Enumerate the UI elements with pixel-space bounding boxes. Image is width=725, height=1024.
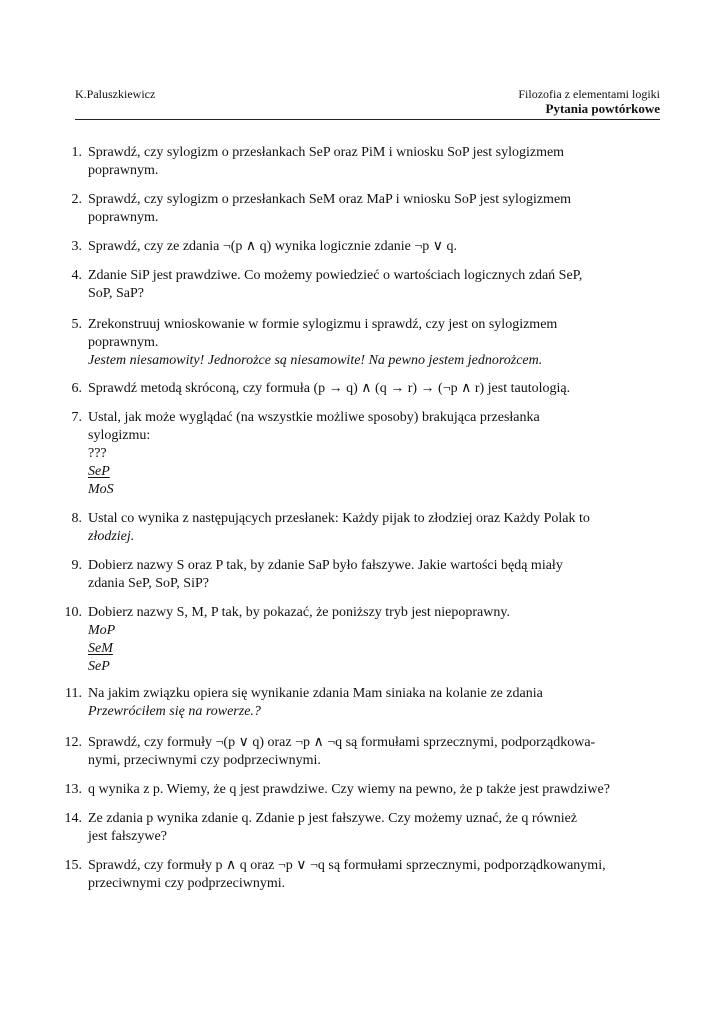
question-line: Sprawdź, czy ze zdania ¬(p ∧ q) wynika logicznie zdanie ¬p ∨ q. <box>88 239 458 254</box>
question-line: Na jakim związku opiera się wynikanie zdania Mam siniaka na kolanie ze zdania <box>88 686 543 701</box>
question-number: 14. <box>64 811 82 826</box>
question-line: zdania SeP, SoP, SiP? <box>88 576 209 591</box>
question-number: 6. <box>71 381 82 396</box>
question-line: Dobierz nazwy S, M, P tak, by pokazać, że poniższy tryb jest niepoprawny. <box>88 605 510 620</box>
question-line: Dobierz nazwy S oraz P tak, by zdanie SaP było fałszywe. Jakie wartości będą miały <box>88 558 563 573</box>
syllogism-premise <box>88 640 639 658</box>
question-number: 10. <box>64 605 82 620</box>
question-number: 3. <box>71 239 82 254</box>
question-line: Ustal co wynika z następujących przesłanek: Każdy pijak to złodziej oraz Każdy Polak to <box>88 511 590 526</box>
course-title: Filozofia z elementami logiki <box>518 87 660 101</box>
syllogism-conclusion: MoS <box>88 482 114 497</box>
question-line: Przewróciłem się na rowerze.? <box>88 704 261 719</box>
question-number: 11. <box>65 686 82 701</box>
question-line: Ze zdania p wynika zdanie q. Zdanie p jest fałszywe. Czy możemy uznać, że q również <box>88 811 578 826</box>
question-number: 7. <box>71 410 82 425</box>
question-line: poprawnym. <box>88 210 159 225</box>
question-line: Zdanie SiP jest prawdziwe. Co możemy powiedzieć o wartościach logicznych zdań SeP, <box>88 268 583 283</box>
question-line: Sprawdź, czy sylogizm o przesłankach SeP oraz PiM i wniosku SoP jest sylogizmem <box>88 145 565 160</box>
question-line: Sprawdź, czy formuły p ∧ q oraz ¬p ∨ ¬q są formułami sprzecznymi, podporządkowanymi, <box>88 858 606 873</box>
question-line: Ustal, jak może wyglądać (na wszystkie możliwe sposoby) brakująca przesłanka <box>88 410 540 425</box>
question-number: 4. <box>71 268 82 283</box>
question-line: Zrekonstruuj wnioskowanie w formie sylogizmu i sprawdź, czy jest on sylogizmem <box>88 317 558 332</box>
syllogism-premise: MoP <box>88 623 116 638</box>
question-number: 13. <box>64 782 82 797</box>
missing-premise: ??? <box>88 446 107 461</box>
underlined-premise: SeM <box>88 641 113 656</box>
question-line: nymi, przeciwnymi czy podprzeciwnymi. <box>88 753 321 768</box>
question-line: poprawnym. <box>88 335 159 350</box>
question-line: poprawnym. <box>88 163 159 178</box>
header-rule <box>75 119 660 120</box>
question-line: q wynika z p. Wiemy, że q jest prawdziwe. Czy wiemy na pewno, że p także jest prawdziwe? <box>88 782 610 797</box>
question-line: Sprawdź, czy sylogizm o przesłankach SeM oraz MaP i wniosku SoP jest sylogizmem <box>88 192 572 207</box>
question-number: 12. <box>64 735 82 750</box>
question-line: Sprawdź, czy formuły ¬(p ∨ q) oraz ¬p ∧ ¬q są formułami sprzecznymi, podporządkowa- <box>88 735 596 750</box>
syllogism-premise <box>88 463 639 481</box>
question-number: 9. <box>71 558 82 573</box>
question-number: 8. <box>71 511 82 526</box>
question-number: 15. <box>64 858 82 873</box>
document-subtitle: Pytania powtórkowe <box>545 101 660 116</box>
question-number: 2. <box>71 192 82 207</box>
question-line: jest fałszywe? <box>88 829 167 844</box>
question-line: SoP, SaP? <box>88 286 145 301</box>
author-name: K.Paluszkiewicz <box>75 87 156 101</box>
question-line: przeciwnymi czy podprzeciwnymi. <box>88 876 286 891</box>
question-line: sylogizmu: <box>88 428 151 443</box>
question-line: złodziej. <box>88 529 135 544</box>
underlined-premise: SeP <box>88 464 110 479</box>
question-number: 1. <box>71 145 82 160</box>
example-reasoning: Jestem niesamowity! Jednorożce są niesamowite! Na pewno jestem jednorożcem. <box>88 353 543 368</box>
question-line: Sprawdź metodą skróconą, czy formuła (p → q) ∧ (q → r) → (¬p ∧ r) jest tautologią. <box>88 381 571 396</box>
syllogism-conclusion: SeP <box>88 659 110 674</box>
question-number: 5. <box>71 317 82 332</box>
